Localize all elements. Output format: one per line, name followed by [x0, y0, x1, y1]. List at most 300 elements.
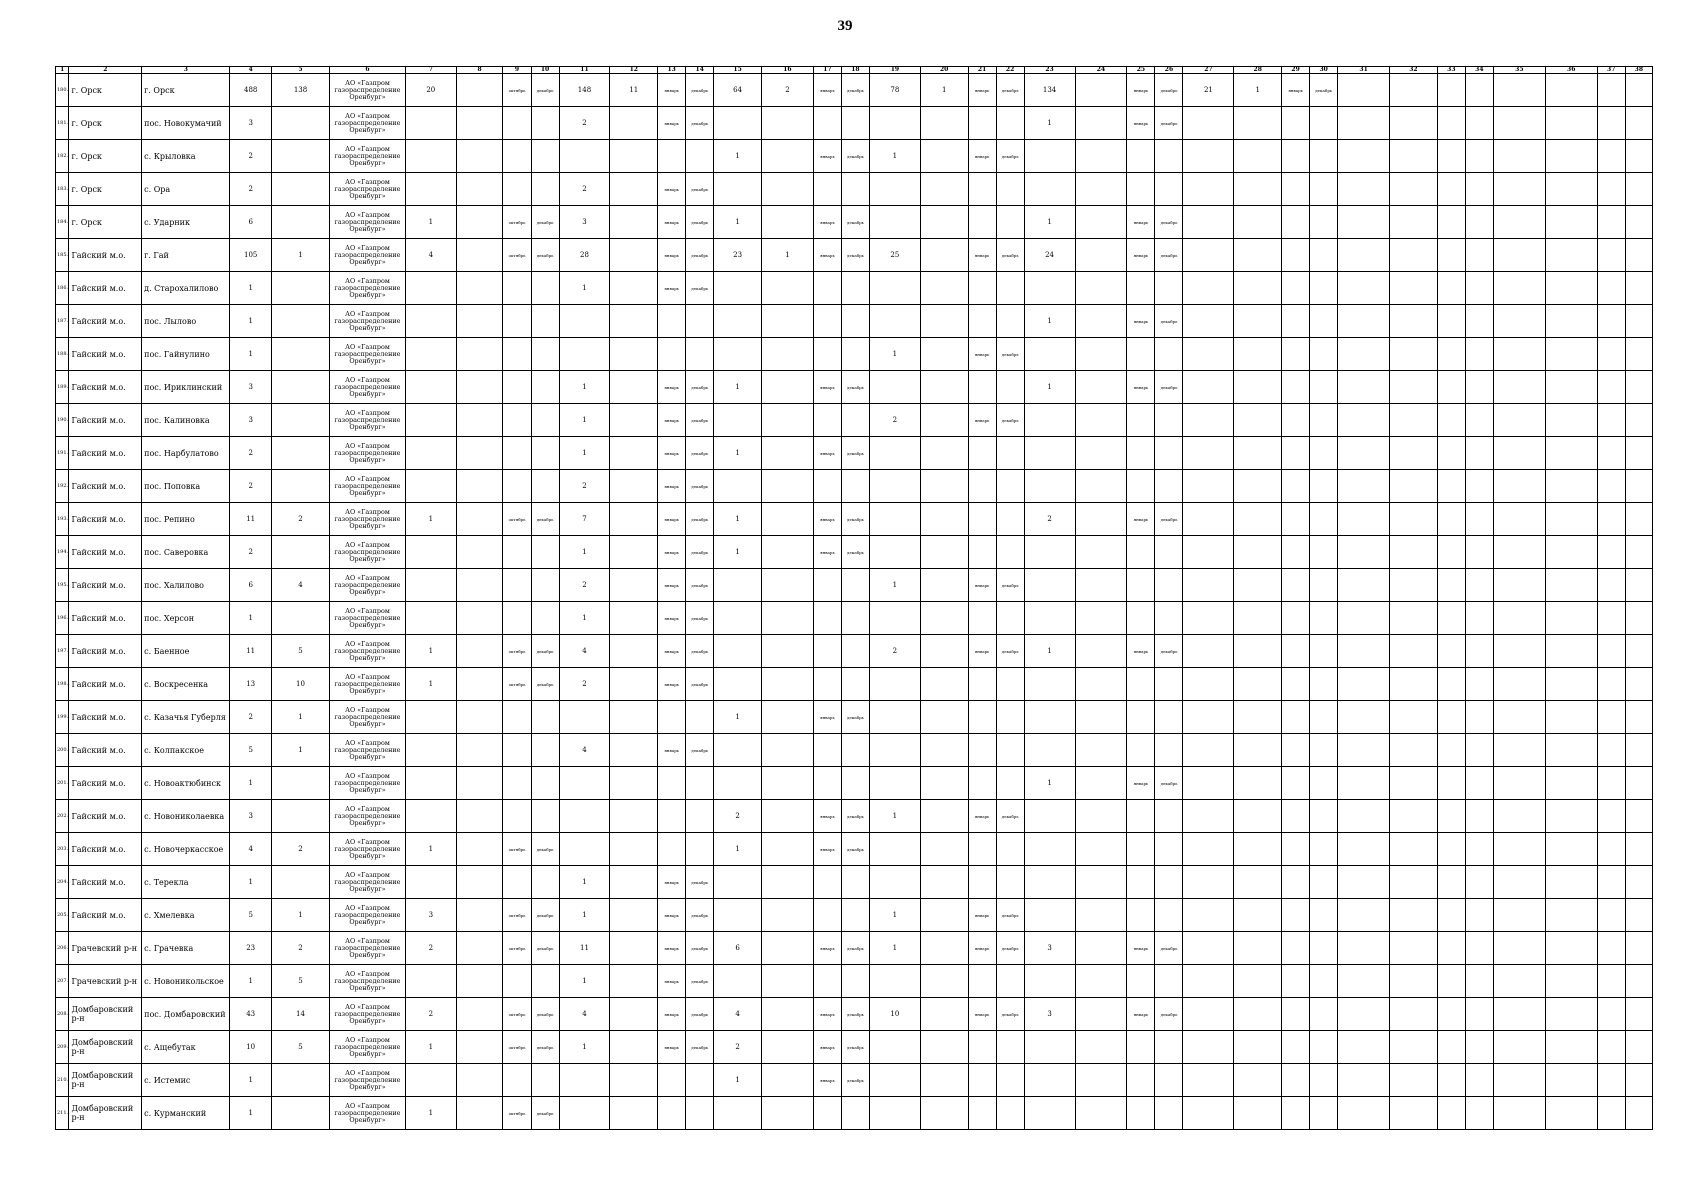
- row-number-cell: 196.: [56, 602, 69, 635]
- value-cell: [1075, 536, 1127, 569]
- value-cell: декабрь: [686, 569, 714, 602]
- value-cell: [405, 470, 456, 503]
- row-number-cell: 181.: [56, 107, 69, 140]
- value-cell: [1183, 338, 1234, 371]
- row-number-cell: 207.: [56, 965, 69, 998]
- value-cell: [869, 305, 920, 338]
- value-cell: [686, 338, 714, 371]
- value-cell: [1545, 371, 1597, 404]
- value-cell: 138: [271, 74, 329, 107]
- value-cell: [869, 734, 920, 767]
- column-number: 7: [405, 67, 456, 74]
- value-cell: [761, 1097, 813, 1130]
- value-cell: [1545, 932, 1597, 965]
- value-cell: декабрь: [841, 206, 869, 239]
- value-cell: [1155, 404, 1183, 437]
- value-cell: [531, 371, 559, 404]
- table-row: [56, 404, 1653, 437]
- organization-line: АО «Газпром: [345, 474, 390, 483]
- value-cell: [1155, 272, 1183, 305]
- value-cell: [1597, 371, 1625, 404]
- value-cell: [1625, 305, 1652, 338]
- value-cell: [1155, 140, 1183, 173]
- value-cell: [996, 1097, 1024, 1130]
- value-cell: 1: [271, 239, 329, 272]
- value-cell: [1437, 536, 1465, 569]
- value-cell: [1493, 107, 1545, 140]
- value-cell: [1183, 503, 1234, 536]
- table-row: [56, 767, 1653, 800]
- organization-line: газораспределение: [334, 481, 401, 490]
- value-cell: [1183, 899, 1234, 932]
- value-cell: [1390, 272, 1438, 305]
- value-cell: [813, 569, 841, 602]
- organization-cell: [330, 1097, 406, 1130]
- value-cell: [559, 701, 610, 734]
- value-cell: [1390, 701, 1438, 734]
- value-cell: январь: [658, 470, 686, 503]
- district-cell: Гайский м.о.: [69, 536, 142, 569]
- value-cell: [456, 1097, 503, 1130]
- table-row: [56, 569, 1653, 602]
- value-cell: [714, 404, 762, 437]
- row-number-cell: 198.: [56, 668, 69, 701]
- value-cell: [610, 305, 658, 338]
- value-cell: январь: [658, 734, 686, 767]
- value-cell: [1493, 800, 1545, 833]
- value-cell: [1545, 470, 1597, 503]
- value-cell: [1597, 1097, 1625, 1130]
- value-cell: октябрь: [503, 74, 531, 107]
- settlement-cell: пос. Саверовка: [142, 536, 230, 569]
- value-cell: [1597, 701, 1625, 734]
- value-cell: [1597, 866, 1625, 899]
- value-cell: декабрь: [1155, 371, 1183, 404]
- value-cell: [1390, 536, 1438, 569]
- value-cell: 2: [230, 173, 272, 206]
- settlement-cell: с. Новониколаевка: [142, 800, 230, 833]
- value-cell: декабрь: [531, 899, 559, 932]
- value-cell: [1310, 536, 1338, 569]
- value-cell: [456, 899, 503, 932]
- value-cell: декабрь: [841, 536, 869, 569]
- value-cell: [761, 635, 813, 668]
- value-cell: январь: [968, 74, 996, 107]
- value-cell: декабрь: [1155, 767, 1183, 800]
- settlement-cell: пос. Поповка: [142, 470, 230, 503]
- column-number: 37: [1597, 67, 1625, 74]
- organization-line: АО «Газпром: [345, 903, 390, 912]
- organization-cell: [330, 536, 406, 569]
- district-cell: Домбаровский р-н: [69, 1064, 142, 1097]
- value-cell: декабрь: [686, 470, 714, 503]
- value-cell: [1075, 437, 1127, 470]
- district-cell: Гайский м.о.: [69, 470, 142, 503]
- value-cell: [1024, 140, 1075, 173]
- column-number: 12: [610, 67, 658, 74]
- value-cell: [761, 1031, 813, 1064]
- page-number: 39: [837, 18, 853, 34]
- value-cell: [1155, 470, 1183, 503]
- value-cell: [1338, 866, 1390, 899]
- value-cell: [1390, 602, 1438, 635]
- value-cell: [1597, 734, 1625, 767]
- value-cell: [610, 668, 658, 701]
- value-cell: [714, 734, 762, 767]
- organization-line: Оренбург»: [349, 92, 386, 101]
- value-cell: [714, 338, 762, 371]
- value-cell: [1338, 272, 1390, 305]
- value-cell: [1390, 569, 1438, 602]
- value-cell: [968, 734, 996, 767]
- value-cell: [920, 899, 968, 932]
- value-cell: январь: [658, 206, 686, 239]
- row-number-cell: 202.: [56, 800, 69, 833]
- value-cell: [1390, 1097, 1438, 1130]
- value-cell: 1: [230, 965, 272, 998]
- value-cell: [1437, 734, 1465, 767]
- value-cell: [869, 173, 920, 206]
- value-cell: [531, 404, 559, 437]
- value-cell: 2: [230, 140, 272, 173]
- value-cell: [405, 437, 456, 470]
- value-cell: [968, 1097, 996, 1130]
- value-cell: [610, 239, 658, 272]
- organization-cell: [330, 107, 406, 140]
- value-cell: 2: [869, 635, 920, 668]
- organization-line: Оренбург»: [349, 455, 386, 464]
- value-cell: 4: [405, 239, 456, 272]
- value-cell: [405, 536, 456, 569]
- value-cell: [1234, 404, 1282, 437]
- value-cell: [761, 404, 813, 437]
- value-cell: [1597, 668, 1625, 701]
- district-cell: Домбаровский р-н: [69, 998, 142, 1031]
- value-cell: январь: [658, 173, 686, 206]
- organization-line: газораспределение: [334, 1075, 401, 1084]
- value-cell: январь: [968, 239, 996, 272]
- value-cell: [456, 404, 503, 437]
- value-cell: декабрь: [996, 140, 1024, 173]
- value-cell: [1075, 965, 1127, 998]
- value-cell: [841, 107, 869, 140]
- value-cell: [610, 932, 658, 965]
- value-cell: [813, 107, 841, 140]
- value-cell: [813, 173, 841, 206]
- value-cell: [1390, 866, 1438, 899]
- district-cell: г. Орск: [69, 107, 142, 140]
- value-cell: [610, 998, 658, 1031]
- value-cell: [1282, 371, 1310, 404]
- district-cell: Гайский м.о.: [69, 635, 142, 668]
- value-cell: 4: [714, 998, 762, 1031]
- settlement-cell: с. Ударник: [142, 206, 230, 239]
- column-number: 11: [559, 67, 610, 74]
- row-number-cell: 183.: [56, 173, 69, 206]
- table-row: [56, 536, 1653, 569]
- value-cell: [1625, 701, 1652, 734]
- value-cell: [1465, 338, 1493, 371]
- organization-line: газораспределение: [334, 118, 401, 127]
- row-number-cell: 180.: [56, 74, 69, 107]
- row-number-cell: 182.: [56, 140, 69, 173]
- value-cell: [761, 767, 813, 800]
- value-cell: [686, 140, 714, 173]
- value-cell: [1597, 173, 1625, 206]
- organization-line: газораспределение: [334, 679, 401, 688]
- value-cell: [1338, 899, 1390, 932]
- value-cell: [531, 965, 559, 998]
- value-cell: [841, 404, 869, 437]
- value-cell: [1493, 338, 1545, 371]
- value-cell: [1075, 371, 1127, 404]
- settlement-cell: с. Новоактюбинск: [142, 767, 230, 800]
- value-cell: [1625, 998, 1652, 1031]
- value-cell: [1493, 965, 1545, 998]
- value-cell: 23: [230, 932, 272, 965]
- value-cell: [1625, 899, 1652, 932]
- value-cell: [1437, 932, 1465, 965]
- column-number: 5: [271, 67, 329, 74]
- value-cell: [1183, 701, 1234, 734]
- value-cell: декабрь: [841, 239, 869, 272]
- value-cell: [271, 107, 329, 140]
- organization-cell: [330, 305, 406, 338]
- organization-line: АО «Газпром: [345, 639, 390, 648]
- value-cell: [1310, 503, 1338, 536]
- value-cell: 10: [869, 998, 920, 1031]
- value-cell: [813, 305, 841, 338]
- settlement-cell: с. Ора: [142, 173, 230, 206]
- value-cell: [1625, 569, 1652, 602]
- value-cell: [531, 701, 559, 734]
- value-cell: [761, 932, 813, 965]
- column-number: 32: [1390, 67, 1438, 74]
- value-cell: январь: [813, 701, 841, 734]
- value-cell: [1597, 437, 1625, 470]
- district-cell: Гайский м.о.: [69, 800, 142, 833]
- value-cell: декабрь: [531, 932, 559, 965]
- value-cell: [1310, 470, 1338, 503]
- value-cell: 78: [869, 74, 920, 107]
- value-cell: [1282, 866, 1310, 899]
- district-cell: Гайский м.о.: [69, 338, 142, 371]
- organization-cell: [330, 998, 406, 1031]
- value-cell: [1465, 305, 1493, 338]
- value-cell: декабрь: [686, 668, 714, 701]
- column-number: 25: [1127, 67, 1155, 74]
- value-cell: [456, 536, 503, 569]
- value-cell: 14: [271, 998, 329, 1031]
- value-cell: [559, 800, 610, 833]
- settlement-cell: с. Хмелевка: [142, 899, 230, 932]
- district-cell: Гайский м.о.: [69, 602, 142, 635]
- value-cell: январь: [658, 107, 686, 140]
- value-cell: [869, 833, 920, 866]
- value-cell: [1465, 173, 1493, 206]
- value-cell: январь: [1127, 503, 1155, 536]
- value-cell: [1155, 437, 1183, 470]
- value-cell: [1437, 965, 1465, 998]
- value-cell: [1338, 470, 1390, 503]
- value-cell: [1625, 74, 1652, 107]
- value-cell: [1310, 965, 1338, 998]
- row-number-cell: 184.: [56, 206, 69, 239]
- value-cell: 10: [271, 668, 329, 701]
- value-cell: [1310, 305, 1338, 338]
- value-cell: [531, 140, 559, 173]
- value-cell: [1465, 371, 1493, 404]
- value-cell: [1437, 74, 1465, 107]
- value-cell: [559, 833, 610, 866]
- value-cell: [996, 866, 1024, 899]
- value-cell: декабрь: [1155, 74, 1183, 107]
- value-cell: [920, 404, 968, 437]
- value-cell: [1282, 239, 1310, 272]
- value-cell: [1075, 239, 1127, 272]
- value-cell: [1597, 272, 1625, 305]
- organization-line: АО «Газпром: [345, 1002, 390, 1011]
- value-cell: [456, 734, 503, 767]
- value-cell: [1493, 899, 1545, 932]
- column-number: 24: [1075, 67, 1127, 74]
- value-cell: [841, 569, 869, 602]
- value-cell: [271, 140, 329, 173]
- organization-line: АО «Газпром: [345, 507, 390, 516]
- district-cell: Гайский м.о.: [69, 701, 142, 734]
- value-cell: 3: [230, 404, 272, 437]
- value-cell: [1155, 536, 1183, 569]
- value-cell: [456, 833, 503, 866]
- value-cell: [920, 305, 968, 338]
- value-cell: [761, 140, 813, 173]
- value-cell: [1127, 272, 1155, 305]
- organization-line: Оренбург»: [349, 290, 386, 299]
- value-cell: [1465, 668, 1493, 701]
- organization-cell: [330, 569, 406, 602]
- value-cell: [1625, 140, 1652, 173]
- value-cell: 4: [230, 833, 272, 866]
- value-cell: [1155, 338, 1183, 371]
- value-cell: [1075, 767, 1127, 800]
- value-cell: [869, 965, 920, 998]
- value-cell: [869, 866, 920, 899]
- value-cell: [1437, 437, 1465, 470]
- value-cell: [1075, 272, 1127, 305]
- value-cell: [920, 437, 968, 470]
- settlement-cell: с. Баенное: [142, 635, 230, 668]
- district-cell: г. Орск: [69, 74, 142, 107]
- column-number: 19: [869, 67, 920, 74]
- value-cell: октябрь: [503, 239, 531, 272]
- value-cell: [996, 833, 1024, 866]
- value-cell: [503, 404, 531, 437]
- value-cell: [1024, 965, 1075, 998]
- value-cell: 1: [1024, 107, 1075, 140]
- value-cell: [1625, 734, 1652, 767]
- value-cell: [1625, 536, 1652, 569]
- row-number-cell: 209.: [56, 1031, 69, 1064]
- value-cell: [1625, 107, 1652, 140]
- value-cell: [996, 1064, 1024, 1097]
- value-cell: [503, 140, 531, 173]
- value-cell: [1338, 668, 1390, 701]
- value-cell: [531, 437, 559, 470]
- value-cell: январь: [1127, 107, 1155, 140]
- organization-cell: [330, 272, 406, 305]
- value-cell: декабрь: [686, 272, 714, 305]
- value-cell: [1390, 734, 1438, 767]
- value-cell: [1545, 74, 1597, 107]
- value-cell: [1437, 866, 1465, 899]
- value-cell: [610, 503, 658, 536]
- value-cell: [610, 899, 658, 932]
- value-cell: [761, 470, 813, 503]
- value-cell: январь: [813, 206, 841, 239]
- organization-line: АО «Газпром: [345, 177, 390, 186]
- value-cell: [1155, 569, 1183, 602]
- value-cell: 1: [405, 1031, 456, 1064]
- value-cell: [714, 470, 762, 503]
- value-cell: [1437, 1064, 1465, 1097]
- row-number-cell: 194.: [56, 536, 69, 569]
- value-cell: [1465, 965, 1493, 998]
- value-cell: [968, 206, 996, 239]
- organization-line: газораспределение: [334, 382, 401, 391]
- organization-line: Оренбург»: [349, 653, 386, 662]
- value-cell: [968, 272, 996, 305]
- value-cell: [658, 701, 686, 734]
- value-cell: [1282, 1031, 1310, 1064]
- value-cell: [271, 1097, 329, 1130]
- value-cell: [559, 1097, 610, 1130]
- value-cell: 1: [714, 437, 762, 470]
- table-row: [56, 602, 1653, 635]
- value-cell: [686, 305, 714, 338]
- value-cell: январь: [658, 899, 686, 932]
- value-cell: [1597, 833, 1625, 866]
- row-number-cell: 195.: [56, 569, 69, 602]
- value-cell: [1545, 767, 1597, 800]
- district-cell: Гайский м.о.: [69, 767, 142, 800]
- value-cell: январь: [968, 899, 996, 932]
- value-cell: [1075, 140, 1127, 173]
- value-cell: [1597, 602, 1625, 635]
- value-cell: 2: [869, 404, 920, 437]
- value-cell: [761, 668, 813, 701]
- column-number: 15: [714, 67, 762, 74]
- value-cell: [996, 470, 1024, 503]
- value-cell: [1127, 833, 1155, 866]
- value-cell: [1075, 569, 1127, 602]
- value-cell: [1234, 932, 1282, 965]
- value-cell: [1183, 437, 1234, 470]
- value-cell: [1234, 701, 1282, 734]
- value-cell: [1625, 1031, 1652, 1064]
- value-cell: 1: [714, 1064, 762, 1097]
- value-cell: 6: [230, 206, 272, 239]
- organization-line: АО «Газпром: [345, 705, 390, 714]
- value-cell: [1338, 734, 1390, 767]
- value-cell: 3: [559, 206, 610, 239]
- organization-line: АО «Газпром: [345, 969, 390, 978]
- value-cell: декабрь: [686, 173, 714, 206]
- value-cell: 1: [714, 371, 762, 404]
- value-cell: [1597, 536, 1625, 569]
- value-cell: [1437, 404, 1465, 437]
- value-cell: [996, 536, 1024, 569]
- value-cell: [1282, 1064, 1310, 1097]
